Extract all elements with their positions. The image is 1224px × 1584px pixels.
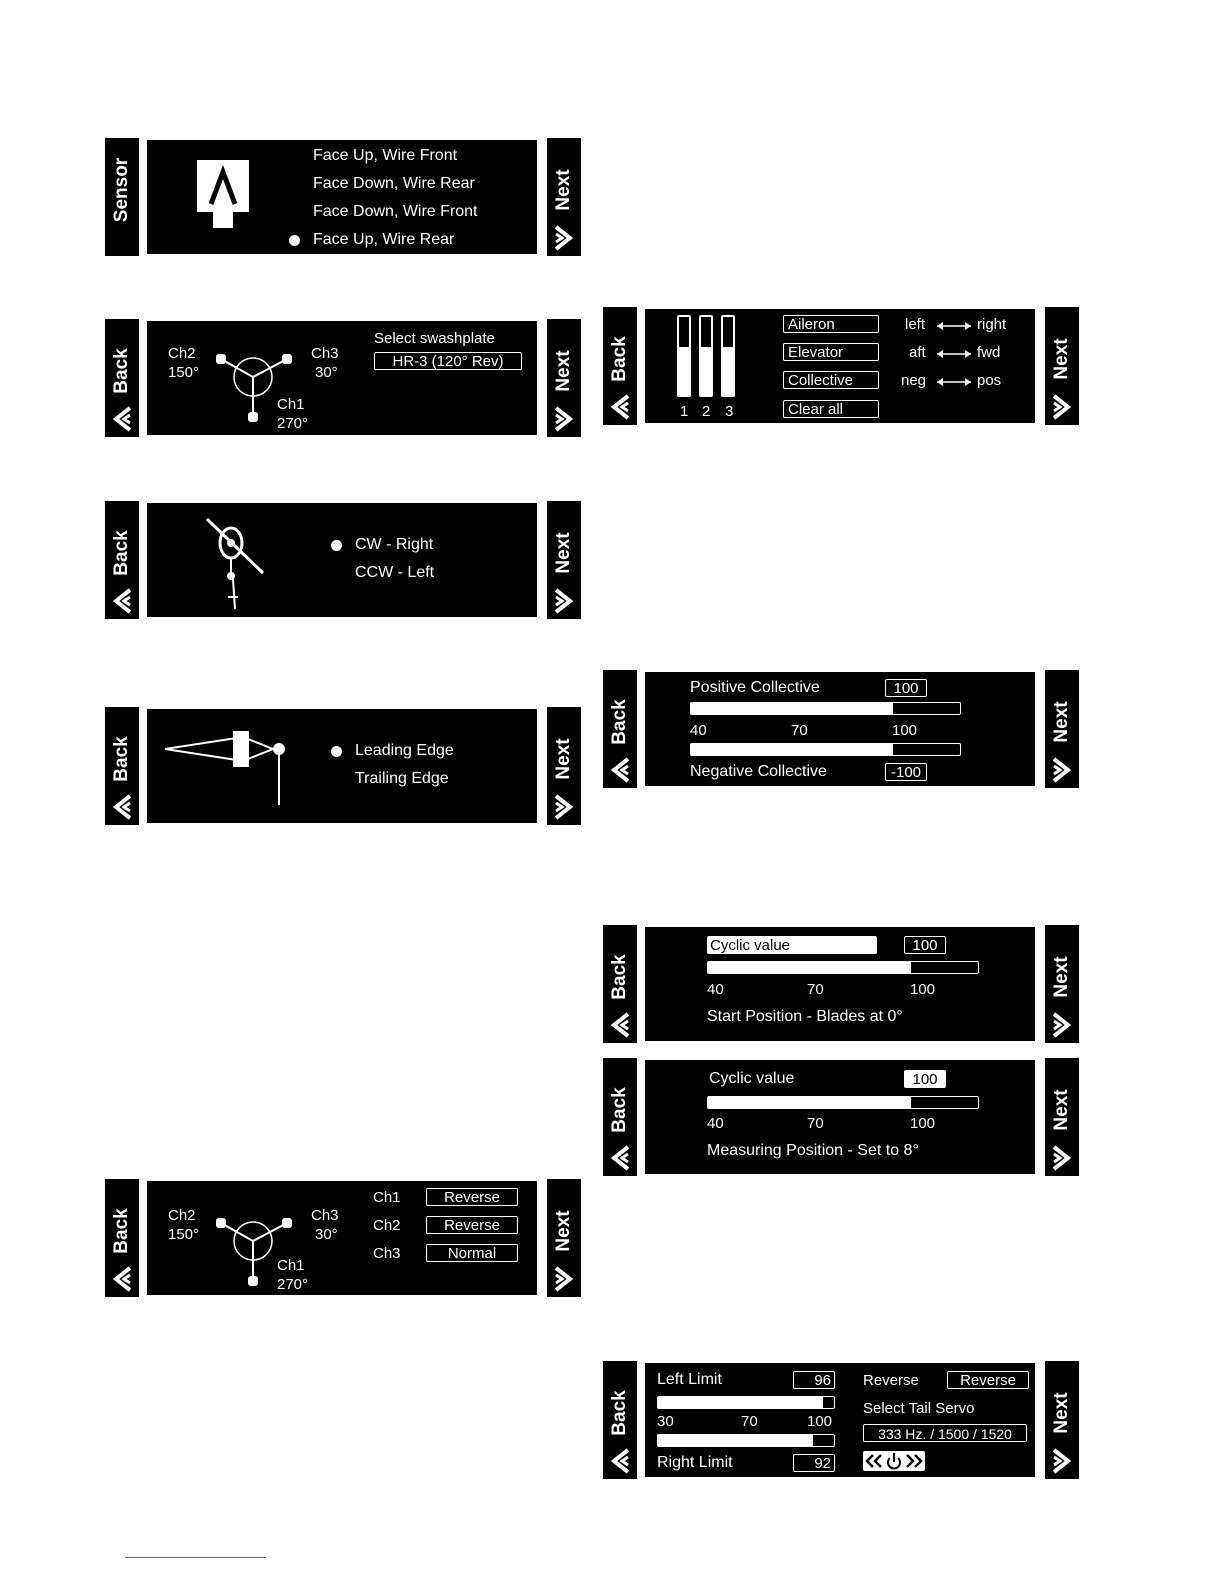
chevron-right-icon: [1050, 1011, 1074, 1039]
blade-edge-screen: [147, 709, 537, 823]
back-label: Back: [609, 336, 630, 382]
positive-collective-label: Positive Collective: [690, 679, 820, 696]
tail-servo-screen: [645, 1363, 1035, 1477]
swashplate-screen: [147, 321, 537, 435]
next-label: Next: [553, 350, 574, 392]
cyclic-caption: Start Position - Blades at 0°: [707, 1008, 903, 1025]
selected-radio-dot: [289, 235, 300, 246]
positive-collective-value[interactable]: 100: [885, 679, 927, 697]
tail-servo-select[interactable]: 333 Hz. / 1500 / 1520: [863, 1424, 1027, 1442]
reverse-row-ch1-value[interactable]: Reverse: [426, 1188, 518, 1206]
back-button[interactable]: [603, 925, 637, 1043]
clear-all-button[interactable]: Clear all: [783, 400, 879, 418]
tick-40: 40: [707, 1115, 724, 1132]
chevron-left-icon: [110, 405, 134, 433]
next-button[interactable]: [547, 138, 581, 256]
cyclic-bar[interactable]: [707, 1096, 979, 1109]
negative-collective-value[interactable]: -100: [885, 763, 927, 781]
rotation-option-ccw[interactable]: CCW - Left: [355, 564, 435, 581]
servo-bar-1-fill: [679, 347, 689, 395]
tick-70: 70: [741, 1413, 758, 1430]
direction-left-3: neg: [901, 372, 927, 389]
ch1-label: Ch1: [277, 396, 305, 413]
sensor-orientation-icon: [195, 158, 251, 230]
left-limit-bar[interactable]: [657, 1396, 835, 1409]
next-label: Next: [553, 169, 574, 211]
reverse-label: Reverse: [863, 1372, 919, 1389]
servo-nav-control[interactable]: [863, 1451, 925, 1471]
next-button[interactable]: [547, 707, 581, 825]
selected-radio-dot: [331, 540, 342, 551]
back-button[interactable]: [105, 1179, 139, 1297]
back-button[interactable]: [603, 307, 637, 425]
left-limit-fill: [658, 1397, 823, 1408]
cyclic-bar[interactable]: [707, 961, 979, 974]
servo-reverse-screen: [147, 1181, 537, 1295]
servo-bar-3-fill: [723, 347, 733, 395]
back-button[interactable]: [603, 1058, 637, 1176]
rotation-panel: [105, 501, 581, 619]
negative-collective-label: Negative Collective: [690, 763, 827, 780]
tick-40: 40: [690, 722, 707, 739]
collective-screen: [645, 672, 1035, 786]
direction-right-3: pos: [977, 372, 1002, 389]
chevron-right-icon: [1050, 393, 1074, 421]
chevron-right-icon: [552, 587, 576, 615]
select-tail-servo-label: Select Tail Servo: [863, 1400, 975, 1417]
ch2-degree: 150°: [168, 1226, 200, 1243]
chevron-left-icon: [110, 1265, 134, 1293]
next-label: Next: [553, 738, 574, 780]
back-label: Back: [111, 1208, 132, 1254]
chevron-right-icon: [552, 1265, 576, 1293]
chevron-left-icon: [608, 1447, 632, 1475]
tick-100: 100: [892, 722, 918, 739]
next-label: Next: [1051, 1089, 1072, 1131]
power-icon[interactable]: [885, 1452, 903, 1470]
sensor-option-1[interactable]: Face Up, Wire Front: [313, 147, 458, 164]
right-limit-label: Right Limit: [657, 1454, 733, 1471]
next-button[interactable]: [1045, 307, 1079, 425]
direction-right-1: right: [977, 316, 1007, 333]
chevron-right-icon: [1050, 756, 1074, 784]
cyclic-value-label[interactable]: Cyclic value: [707, 936, 877, 954]
servo-bar-1: [677, 315, 691, 397]
cyclic-bar-fill: [708, 1097, 911, 1108]
tick-100: 100: [807, 1413, 833, 1430]
direction-right-2: fwd: [977, 344, 1001, 361]
servo-bar-label-1: 1: [680, 403, 689, 420]
next-button[interactable]: [547, 1179, 581, 1297]
reverse-value[interactable]: Reverse: [947, 1371, 1029, 1389]
next-button[interactable]: [1045, 1058, 1079, 1176]
back-label: Back: [609, 699, 630, 745]
swashplate-diagram-icon: [213, 349, 293, 425]
tick-100: 100: [910, 1115, 936, 1132]
chevron-left-icon: [608, 1011, 632, 1039]
next-label: Next: [1051, 338, 1072, 380]
back-button[interactable]: [603, 1361, 637, 1479]
direction-left-2: aft: [909, 344, 926, 361]
back-button[interactable]: [105, 707, 139, 825]
double-chevron-left-icon[interactable]: [865, 1453, 883, 1469]
tick-30: 30: [657, 1413, 674, 1430]
next-label: Next: [1051, 956, 1072, 998]
left-limit-label: Left Limit: [657, 1371, 722, 1388]
double-arrow-icon: [935, 349, 973, 359]
chevron-left-icon: [110, 793, 134, 821]
ch1-label: Ch1: [277, 1257, 305, 1274]
chevron-left-icon: [608, 756, 632, 784]
ch1-degree: 270°: [277, 415, 309, 432]
tick-70: 70: [807, 981, 824, 998]
tail-servo-panel: [603, 1361, 1079, 1479]
swashplate-panel: [105, 319, 581, 437]
chevron-right-icon: [552, 793, 576, 821]
next-button[interactable]: [547, 319, 581, 437]
swashplate-select[interactable]: HR-3 (120° Rev): [374, 352, 522, 370]
servo-reverse-panel: [105, 1179, 581, 1297]
next-button[interactable]: [1045, 670, 1079, 788]
next-button[interactable]: [1045, 1361, 1079, 1479]
aileron-button[interactable]: Aileron: [783, 315, 879, 333]
cyclic-start-panel: [603, 925, 1079, 1043]
back-label: Back: [609, 1390, 630, 1436]
select-swashplate-title: Select swashplate: [374, 330, 495, 347]
cyclic-bar-fill: [708, 962, 911, 973]
right-limit-value[interactable]: 92: [793, 1454, 835, 1472]
next-button[interactable]: [1045, 925, 1079, 1043]
cyclic-start-screen: [645, 927, 1035, 1041]
tick-70: 70: [807, 1115, 824, 1132]
chevron-left-icon: [608, 1144, 632, 1172]
chevron-right-icon: [552, 224, 576, 252]
collective-panel: [603, 670, 1079, 788]
double-chevron-right-icon[interactable]: [905, 1453, 923, 1469]
negative-collective-fill: [691, 744, 893, 755]
chevron-left-icon: [110, 587, 134, 615]
servo-bar-label-2: 2: [702, 403, 711, 420]
reverse-row-ch2-value[interactable]: Reverse: [426, 1216, 518, 1234]
direction-left-1: left: [905, 316, 926, 333]
tick-70: 70: [791, 722, 808, 739]
linkage-edge-icon: [163, 727, 293, 809]
rotor-rotation-icon: [203, 517, 269, 613]
sensor-option-2[interactable]: Face Down, Wire Rear: [313, 175, 475, 192]
ch1-degree: 270°: [277, 1276, 309, 1293]
servo-bar-label-3: 3: [725, 403, 734, 420]
cyclic-value[interactable]: 100: [904, 936, 946, 954]
reverse-row-ch2-label: Ch2: [373, 1217, 401, 1234]
next-label: Next: [1051, 1392, 1072, 1434]
tick-40: 40: [707, 981, 724, 998]
reverse-row-ch1-label: Ch1: [373, 1189, 401, 1206]
chevron-right-icon: [1050, 1447, 1074, 1475]
chevron-right-icon: [1050, 1144, 1074, 1172]
back-label: Back: [111, 530, 132, 576]
chevron-left-icon: [608, 393, 632, 421]
next-label: Next: [1051, 701, 1072, 743]
sensor-option-4[interactable]: Face Up, Wire Rear: [313, 231, 455, 248]
servo-bar-3: [721, 315, 735, 397]
rotation-screen: [147, 503, 537, 617]
back-button[interactable]: [603, 670, 637, 788]
next-label: Next: [553, 1210, 574, 1252]
double-arrow-icon: [935, 321, 973, 331]
ch3-degree: 30°: [315, 1226, 338, 1243]
sensor-option-3[interactable]: Face Down, Wire Front: [313, 203, 478, 220]
sensor-button[interactable]: [105, 138, 139, 256]
back-button[interactable]: [105, 501, 139, 619]
rotation-option-cw[interactable]: CW - Right: [355, 536, 434, 553]
selected-radio-dot: [331, 746, 342, 757]
ch2-degree: 150°: [168, 364, 200, 381]
elevator-button[interactable]: Elevator: [783, 343, 879, 361]
footer-rule: [125, 1557, 266, 1558]
back-label: Back: [609, 954, 630, 1000]
collective-button[interactable]: Collective: [783, 371, 879, 389]
blade-edge-panel: [105, 707, 581, 825]
right-limit-bar[interactable]: [657, 1434, 835, 1447]
servo-check-screen: [645, 309, 1035, 423]
back-label: Back: [111, 348, 132, 394]
ch3-degree: 30°: [315, 364, 338, 381]
back-button[interactable]: [105, 319, 139, 437]
right-limit-fill: [658, 1435, 813, 1446]
tick-100: 100: [910, 981, 936, 998]
positive-collective-fill: [691, 703, 893, 714]
sensor-screen: [147, 140, 537, 254]
double-arrow-icon: [935, 377, 973, 387]
cyclic-measure-panel: [603, 1058, 1079, 1176]
next-label: Next: [553, 532, 574, 574]
back-label: Back: [111, 736, 132, 782]
edge-option-trailing[interactable]: Trailing Edge: [355, 770, 449, 787]
chevron-right-icon: [552, 405, 576, 433]
ch3-label: Ch3: [311, 345, 339, 362]
cyclic-value-label: Cyclic value: [709, 1070, 795, 1087]
left-limit-value[interactable]: 96: [793, 1371, 835, 1389]
cyclic-value[interactable]: 100: [904, 1070, 946, 1088]
edge-option-leading[interactable]: Leading Edge: [355, 742, 454, 759]
negative-collective-bar[interactable]: [690, 743, 961, 756]
servo-check-panel: [603, 307, 1079, 425]
ch2-label: Ch2: [168, 345, 196, 362]
cyclic-measure-screen: [645, 1060, 1035, 1174]
next-button[interactable]: [547, 501, 581, 619]
reverse-row-ch3-label: Ch3: [373, 1245, 401, 1262]
ch3-label: Ch3: [311, 1207, 339, 1224]
servo-bar-2-fill: [701, 347, 711, 395]
ch2-label: Ch2: [168, 1207, 196, 1224]
cyclic-caption: Measuring Position - Set to 8°: [707, 1142, 919, 1159]
sensor-orientation-panel: [105, 138, 581, 256]
back-label: Back: [609, 1087, 630, 1133]
reverse-row-ch3-value[interactable]: Normal: [426, 1244, 518, 1262]
sensor-label: Sensor: [111, 157, 132, 223]
servo-bar-2: [699, 315, 713, 397]
positive-collective-bar[interactable]: [690, 702, 961, 715]
